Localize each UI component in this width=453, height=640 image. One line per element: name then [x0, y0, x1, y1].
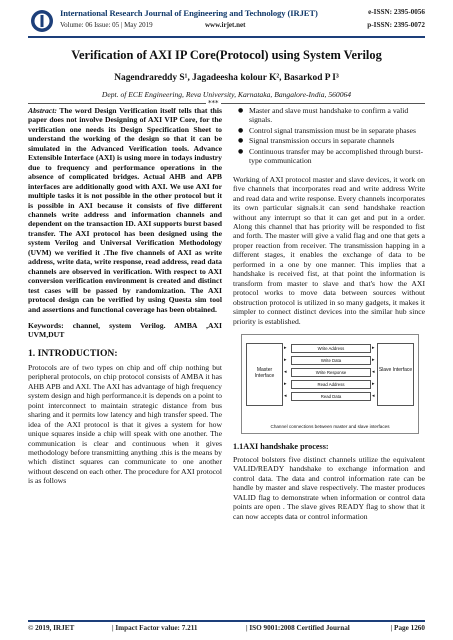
- channel-arrow-icon: ◂: [284, 392, 287, 399]
- keywords: Keywords: channel, system Verilog. AMBA ,AXI UVM,DUT: [28, 320, 222, 340]
- footer-impact-factor: | Impact Factor value: 7.211: [112, 624, 198, 632]
- e-issn: e-ISSN: 2395-0056: [368, 8, 425, 16]
- channel-write-data: Write Data: [291, 356, 371, 365]
- footer-divider: [28, 620, 425, 622]
- title-divider: [28, 103, 425, 104]
- introduction-heading: 1. INTRODUCTION:: [28, 347, 118, 359]
- bullet-icon: ●: [238, 137, 244, 145]
- footer-copyright: © 2019, IRJET: [28, 624, 75, 632]
- bullet-icon: ●: [238, 107, 244, 114]
- header-divider: [28, 36, 425, 38]
- right-column: [233, 106, 425, 521]
- abstract: [28, 106, 222, 314]
- figure-caption: Channel connections between master and slave interfaces: [270, 423, 390, 429]
- channel-arrow-icon: ▸: [284, 356, 287, 363]
- paper-affiliation: Dept. of ECE Engineering, Reva University, Karnataka, Bangalore-India, 560064: [101, 90, 352, 99]
- journal-title: International Research Journal of Engineering and Technology (IRJET): [60, 8, 318, 18]
- list-item: ● Master and slave must handshake to confirm a valid signals.: [238, 106, 409, 125]
- introduction-text: Protocols are of two types on chip and off chip nothing but peripheral protocols, on chip protocol consists of AMBA it has AHB APB and AXI. The AXI has advantage of high frequency system design and high performance.it is depends on a point to point interconnect to maintain strategic distance from bus sharing and it permits low latency and high transfer speed. The idea of the AXI protocol is that it gives a system for how unique squares inside a chip will speak with one another. The communication is clear and continuous when it gives methodology before transmitting anything .this is the means by which distinct squares can communicate to one another without descend on each other. The procedure for AXI protocol is as follows: [28, 362, 222, 486]
- axi-working-text: Working of AXI protocol master and slave devices, it work on five channels that incorporates read and write address Write and read data and write response. Every channels incorporates its own particular signals.it can send handshake reaction without any interrupt so that it can get and put in a order. Along this channel that has priority will be responded to fist and forth. The master will give a valid flag and one that gets a proper reaction from receiver. The transmission happing in a different stages, it enables the exchange of data to be performed in a one by one manner. This implies that a handshake is received fist, at that point the information is transform from master to slave and that's how the AXI protocol works to move data between sources without obstruction protocol is utilized in so many gadgets, it makes it simpler to connect distinct devices into the similar hub since priority is established.: [233, 174, 425, 326]
- list-item: ● Control signal transmission must be in separate phases: [238, 125, 417, 135]
- p-issn: p-ISSN: 2395-0072: [367, 21, 425, 29]
- journal-volume: Volume: 06 Issue: 05 | May 2019: [60, 21, 153, 29]
- master-interface-label: Master Interface: [254, 366, 275, 379]
- bullet-icon: ●: [238, 147, 244, 155]
- left-column: [28, 106, 222, 486]
- channel-arrow-icon: ◂: [372, 368, 375, 375]
- axi-channel-diagram: [241, 334, 419, 434]
- channel-arrow-icon: ▸: [284, 344, 287, 351]
- paper-title: Verification of AXI IP Core(Protocol) using System Verilog: [71, 48, 382, 62]
- channel-arrow-icon: ▸: [372, 356, 375, 363]
- abstract-label: Abstract:: [28, 106, 57, 115]
- channel-arrow-icon: ▸: [372, 344, 375, 351]
- journal-header: [0, 0, 453, 42]
- master-interface-box: [246, 343, 283, 406]
- footer-iso: | ISO 9001:2008 Certified Journal: [246, 624, 350, 632]
- handshake-heading: 1.1AXI handshake process:: [233, 441, 329, 451]
- axi-procedure-list: [233, 106, 425, 166]
- paper-authors: Nagendrareddy S¹, Jagadeesha kolour K², Basarkod P I³: [114, 73, 339, 83]
- journal-website-link[interactable]: www.irjet.net: [205, 21, 246, 29]
- list-item: ● Signal transmission occurs in separate channels: [238, 136, 395, 146]
- irjet-logo-icon: [30, 9, 54, 33]
- channel-arrow-icon: ▸: [372, 380, 375, 387]
- list-item: ● Continuous transfer may be accomplished through burst-type communication: [238, 146, 423, 166]
- divider-mark: ***: [208, 99, 219, 107]
- channel-arrow-icon: ▸: [284, 380, 287, 387]
- bullet-icon: ●: [238, 126, 244, 134]
- channel-write-address: Write Address: [291, 344, 371, 353]
- slave-interface-box: [377, 343, 414, 406]
- footer-page-number: | Page 1260: [390, 624, 425, 632]
- channel-write-response: Write Response: [291, 368, 371, 377]
- channel-arrow-icon: ◂: [284, 368, 287, 375]
- channel-read-data: Read Data: [291, 392, 371, 401]
- abstract-text: The word Design Verification itself tells that this paper does not involve Designing of AXI VIP Core, for the verification one needs its Design Specification Sheet to understand the working of the design so that it can be simulated in the Advanced Verification tools. Advance Extensible Interface (AXI) is using more in todays industry due to frequency and performance operations in the absence of complicated bridges. Actual AHB and APB interfaces are additionally good with AXI. We use AXI for multiple tasks it is not possible in the other protocol but it is possible in AXI because it consists of five different channels write address and information channels and dependent on the transaction ID. AXI supports burst based transfer. The AXI protocol has been designed using the system Verilog and Universal Verification Methodology (UVM) we verified it .The five channels of AXI as write address, write data, write response, read address, read data channels are observed in verification. With respect to AXI conversion verification environment is created and distinct test cases will be passed by randomization. The AXI protocol design can be verified by using Questa sim tool and assertions and functional coverage has been obtained.: [28, 106, 222, 314]
- handshake-text: Protocol bolsters five distinct channels utilize the equivalent VALID/READY handshake to exchange information and control data. The data and control information rate can be handle by master and slave respectively. The master produces VALID flag to demonstrate when information or control data points are open . The slave gives READY flag to show that it can now accepts data or control information: [233, 454, 425, 521]
- channel-read-address: Read Address: [291, 380, 371, 389]
- channel-arrow-icon: ◂: [372, 392, 375, 399]
- slave-interface-label: Slave Interface: [378, 366, 413, 373]
